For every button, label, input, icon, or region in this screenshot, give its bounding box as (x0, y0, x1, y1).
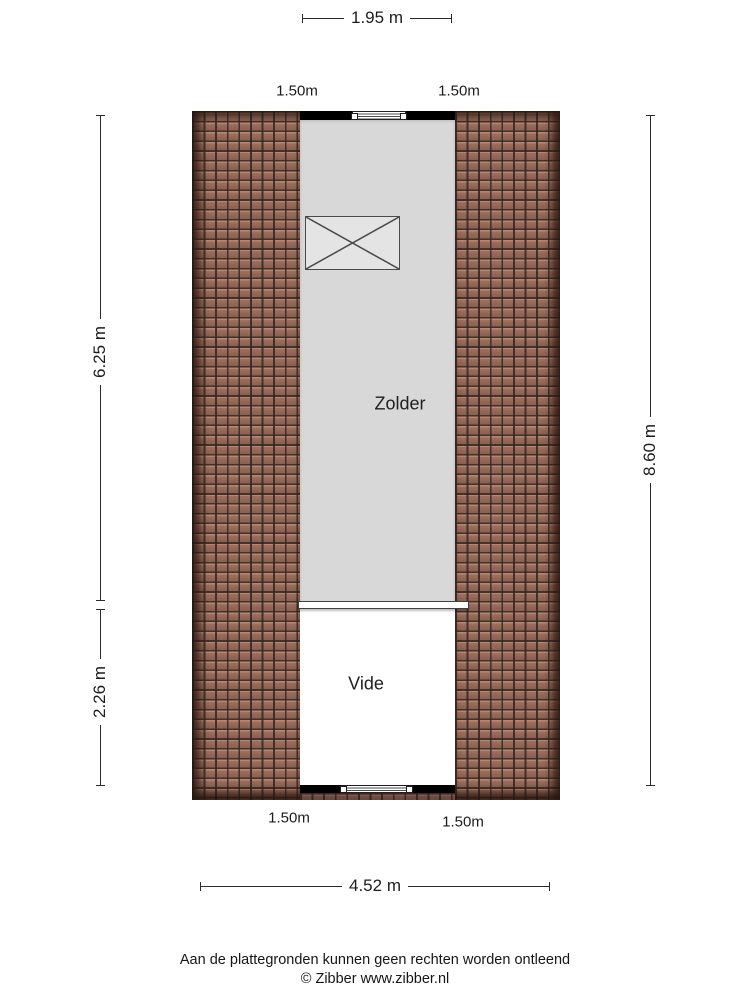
footer-copyright: © Zibber www.zibber.nl (300, 971, 450, 987)
dim-label-seg-top-right: 1.50m (438, 82, 480, 100)
dim-label-seg-bottom-left: 1.50m (268, 809, 310, 827)
dim-tick (646, 115, 655, 116)
vide-railing (298, 601, 469, 609)
dim-tick (96, 115, 105, 116)
window-top-icon (352, 111, 406, 120)
dim-tick (302, 14, 303, 23)
roof-eave-bottom (300, 793, 455, 800)
dim-label-seg-top-left: 1.50m (276, 82, 318, 100)
room-label-zolder: Zolder (374, 393, 426, 414)
dim-label-seg-bottom-right: 1.50m (442, 813, 484, 831)
footer-disclaimer: Aan de plattegronden kunnen geen rechten worden ontleend (179, 952, 571, 968)
dim-label-left-upper: 6.25 m (90, 319, 110, 385)
window-bottom-icon (341, 785, 412, 793)
dim-label-left-lower: 2.26 m (90, 659, 110, 725)
footer (0, 951, 750, 989)
dim-tick (96, 785, 105, 786)
roof-slope-right (455, 111, 560, 800)
dim-tick (200, 882, 201, 891)
roof-slope-left (192, 111, 300, 800)
room-label-vide: Vide (348, 673, 384, 694)
dim-label-top-width: 1.95 m (344, 8, 410, 28)
dim-label-right: 8.60 m (640, 417, 660, 483)
dim-tick (451, 14, 452, 23)
dim-tick (96, 609, 105, 610)
crossed-rectangle-icon (305, 216, 400, 270)
dim-tick (549, 882, 550, 891)
dim-tick (96, 600, 105, 601)
room-zolder-floor (300, 119, 455, 602)
dim-label-bottom-width: 4.52 m (342, 876, 408, 896)
dim-tick (646, 785, 655, 786)
